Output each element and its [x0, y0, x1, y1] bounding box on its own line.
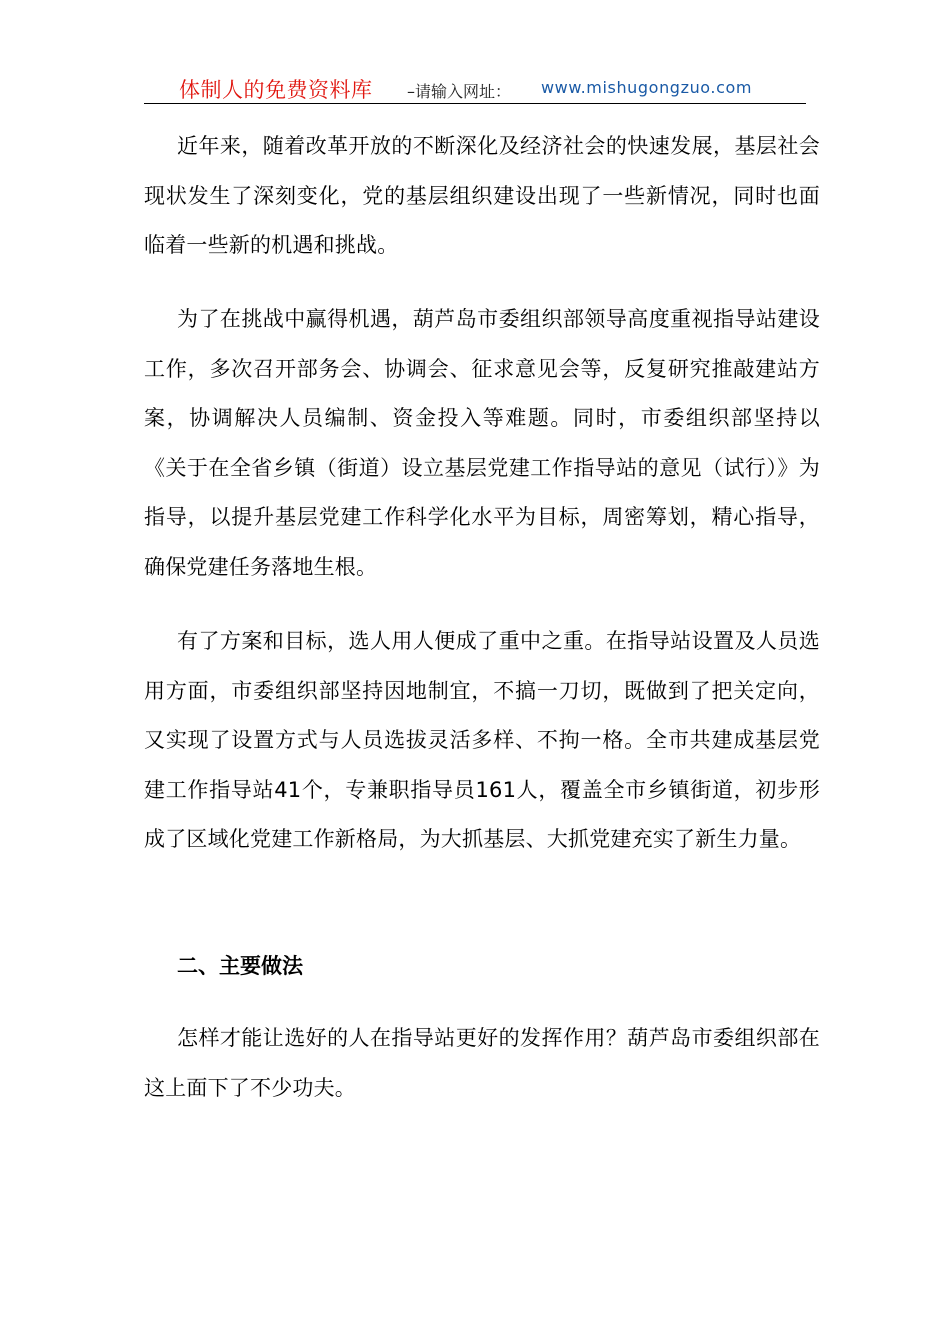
- paragraph-1: 近年来，随着改革开放的不断深化及经济社会的快速发展，基层社会现状发生了深刻变化，党的基层组织建设出现了一些新情况，同时也面临着一些新的机遇和挑战。: [144, 134, 820, 257]
- paragraph-4: 怎样才能让选好的人在指导站更好的发挥作用？葫芦岛市委组织部在这上面下了不少功夫。: [144, 1026, 820, 1100]
- paragraph-3: 有了方案和目标，选人用人便成了重中之重。在指导站设置及人员选用方面，市委组织部坚持因地制宜，不搞一刀切，既做到了把关定向，又实现了设置方式与人员选拔灵活多样、不拘一格。全市共建成基层党建工作指导站41个，专兼职指导员161人，覆盖全市乡镇街道，初步形成了区域化党建工作新格局，为大抓基层、大抓党建充实了新生力量。: [144, 629, 820, 851]
- header-url-link[interactable]: www.mishugongzuo.com: [541, 78, 753, 97]
- section-heading: 二、主要做法: [177, 954, 303, 978]
- header-prompt: –请输入网址：: [407, 82, 512, 101]
- paragraph-2: 为了在挑战中赢得机遇，葫芦岛市委组织部领导高度重视指导站建设工作，多次召开部务会、协调会、征求意见会等，反复研究推敲建站方案，协调解决人员编制、资金投入等难题。同时，市委组织部坚持以《关于在全省乡镇（街道）设立基层党建工作指导站的意见（试行）》为指导，以提升基层党建工作科学化水平为目标，周密筹划，精心指导，确保党建任务落地生根。: [144, 307, 820, 579]
- header-brand: 体制人的免费资料库: [179, 78, 373, 102]
- page-header: [144, 72, 806, 104]
